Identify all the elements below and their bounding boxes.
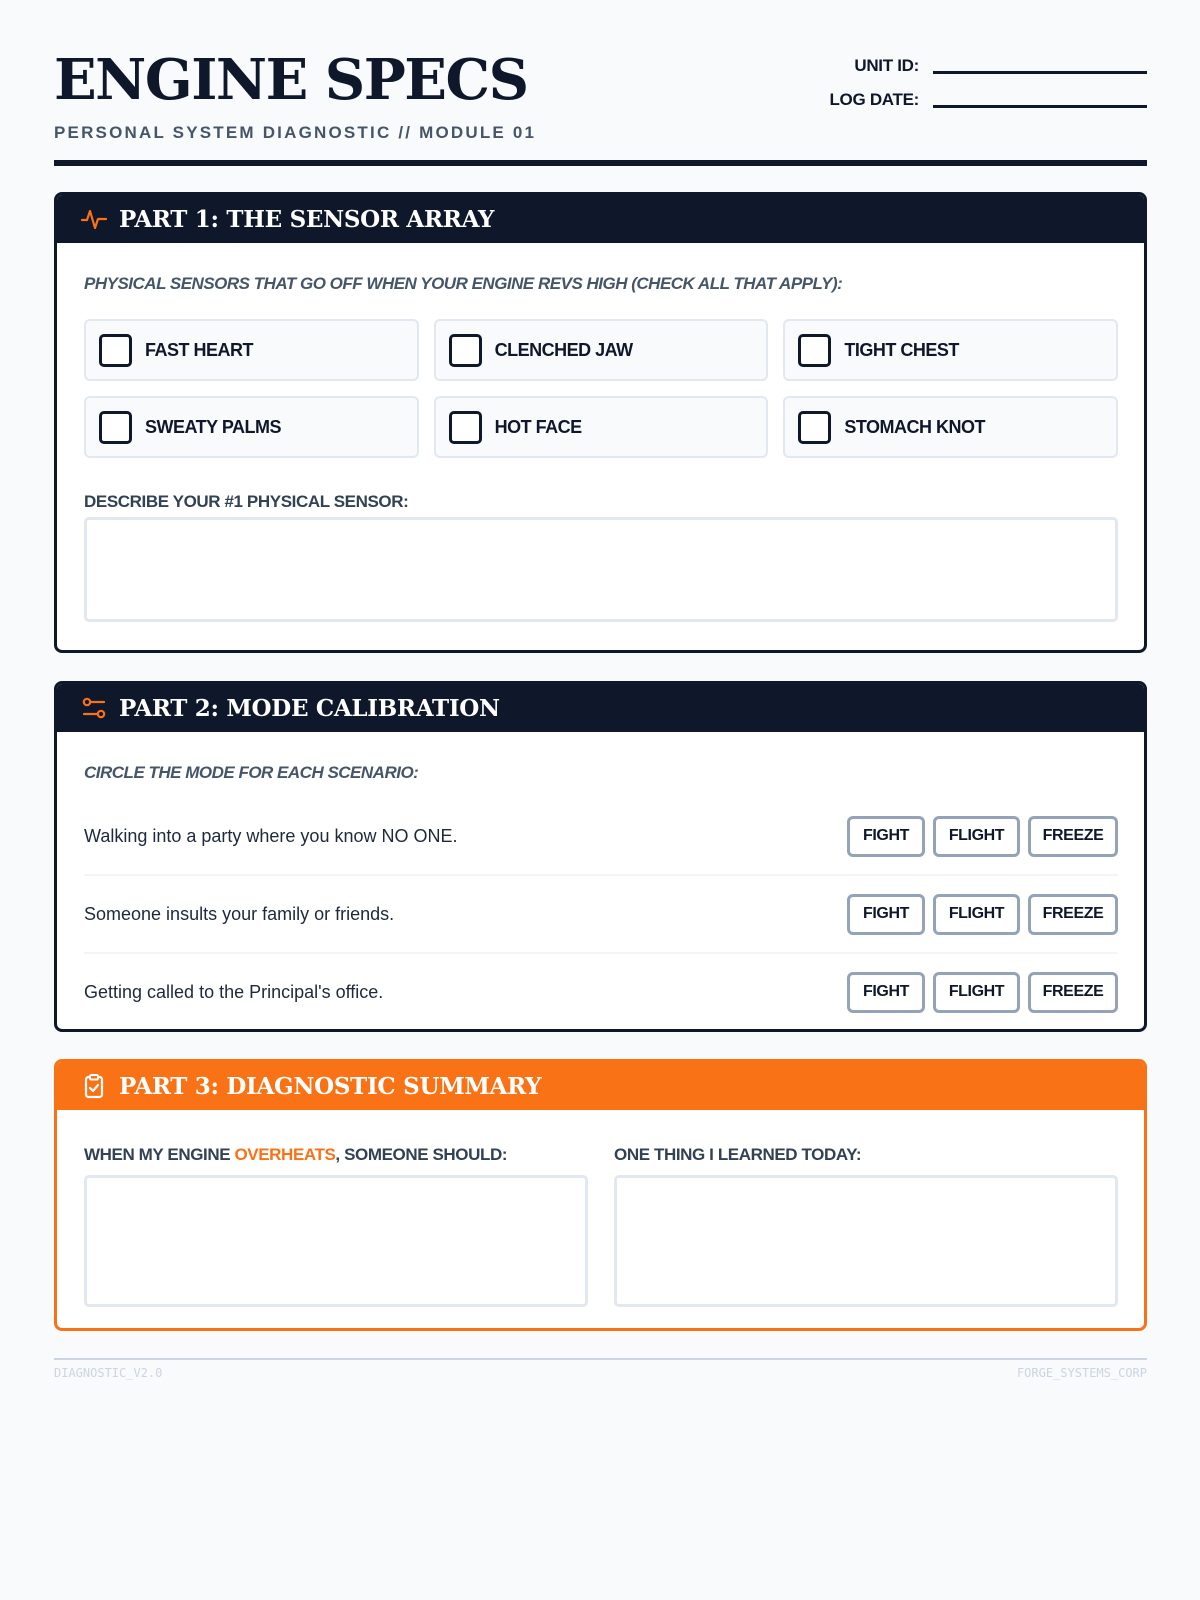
overheat-section	[84, 1145, 588, 1307]
overheat-label-end: , SOMEONE SHOULD:	[335, 1145, 508, 1164]
sensor-sweaty-palms[interactable]	[84, 396, 419, 458]
scenario-row	[84, 798, 1118, 876]
footer-brand: FORGE_SYSTEMS_CORP	[1016, 1366, 1147, 1380]
mode-flight-button[interactable]: FLIGHT	[933, 816, 1020, 857]
sensor-clenched-jaw[interactable]	[434, 319, 769, 381]
unit-id-label: UNIT ID:	[854, 56, 919, 75]
part3-header	[57, 1062, 1144, 1110]
overheat-response-input[interactable]	[84, 1175, 588, 1307]
sensor-label: SWEATY PALMS	[145, 416, 282, 437]
page-title: ENGINE SPECS	[54, 47, 528, 113]
part1-header	[57, 195, 1144, 243]
learned-response-input[interactable]	[614, 1175, 1118, 1307]
log-date-label: LOG DATE:	[829, 90, 919, 109]
unit-id-row	[854, 56, 1147, 76]
log-date-field[interactable]	[933, 105, 1147, 108]
learned-label: ONE THING I LEARNED TODAY:	[614, 1145, 862, 1164]
mode-freeze-button[interactable]: FREEZE	[1028, 894, 1118, 935]
part1-instruction: PHYSICAL SENSORS THAT GO OFF WHEN YOUR ENGINE REVS HIGH (CHECK ALL THAT APPLY):	[84, 274, 843, 293]
overheat-label-start: WHEN MY ENGINE	[84, 1145, 235, 1164]
sensor-hot-face[interactable]	[434, 396, 769, 458]
sensor-checklist	[84, 319, 1118, 458]
checkbox[interactable]	[99, 334, 132, 367]
part2-header	[57, 684, 1144, 732]
overheat-label-accent: OVERHEATS	[234, 1145, 336, 1164]
page-subtitle: PERSONAL SYSTEM DIAGNOSTIC // MODULE 01	[54, 123, 537, 142]
scenario-text: Walking into a party where you know NO ONE.	[84, 825, 458, 846]
describe-sensor-label: DESCRIBE YOUR #1 PHYSICAL SENSOR:	[84, 492, 409, 511]
sensor-label: CLENCHED JAW	[494, 339, 633, 360]
unit-id-field[interactable]	[933, 71, 1147, 74]
part3-card	[54, 1059, 1147, 1331]
part2-instruction: CIRCLE THE MODE FOR EACH SCENARIO:	[84, 763, 419, 782]
sensor-tight-chest[interactable]	[783, 319, 1118, 381]
mode-options	[847, 894, 1118, 935]
mode-flight-button[interactable]: FLIGHT	[933, 894, 1020, 935]
mode-fight-button[interactable]: FIGHT	[847, 972, 925, 1013]
sensor-stomach-knot[interactable]	[783, 396, 1118, 458]
mode-flight-button[interactable]: FLIGHT	[933, 972, 1020, 1013]
describe-sensor-input[interactable]	[84, 517, 1118, 622]
header	[54, 0, 1147, 166]
part3-title: PART 3: DIAGNOSTIC SUMMARY	[119, 1072, 542, 1100]
learned-section	[614, 1145, 1118, 1307]
pulse-icon	[81, 206, 107, 232]
mode-options	[847, 972, 1118, 1013]
sensor-label: HOT FACE	[494, 416, 582, 437]
mode-options	[847, 816, 1118, 857]
scenario-text: Someone insults your family or friends.	[84, 903, 395, 924]
footer	[54, 1358, 1147, 1380]
mode-fight-button[interactable]: FIGHT	[847, 894, 925, 935]
part2-title: PART 2: MODE CALIBRATION	[119, 694, 500, 722]
clipboard-check-icon	[81, 1073, 107, 1099]
checkbox[interactable]	[449, 334, 482, 367]
checkbox[interactable]	[99, 411, 132, 444]
mode-freeze-button[interactable]: FREEZE	[1028, 972, 1118, 1013]
scenario-row	[84, 953, 1118, 1031]
checkbox[interactable]	[798, 334, 831, 367]
sensor-label: TIGHT CHEST	[844, 339, 959, 360]
part1-title: PART 1: THE SENSOR ARRAY	[119, 205, 495, 233]
mode-freeze-button[interactable]: FREEZE	[1028, 816, 1118, 857]
sensor-label: FAST HEART	[145, 339, 254, 360]
checkbox[interactable]	[449, 411, 482, 444]
mode-fight-button[interactable]: FIGHT	[847, 816, 925, 857]
scenario-text: Getting called to the Principal's office.	[84, 981, 384, 1002]
checkbox[interactable]	[798, 411, 831, 444]
part2-card	[54, 681, 1147, 1032]
worksheet-page	[54, 0, 1147, 1380]
overheat-label	[84, 1145, 588, 1170]
sensor-fast-heart[interactable]	[84, 319, 419, 381]
sliders-icon	[81, 695, 107, 721]
part1-card	[54, 192, 1147, 653]
scenario-row	[84, 876, 1118, 954]
log-date-row	[829, 90, 1147, 110]
sensor-label: STOMACH KNOT	[844, 416, 985, 437]
footer-version: DIAGNOSTIC_V2.0	[54, 1366, 163, 1380]
